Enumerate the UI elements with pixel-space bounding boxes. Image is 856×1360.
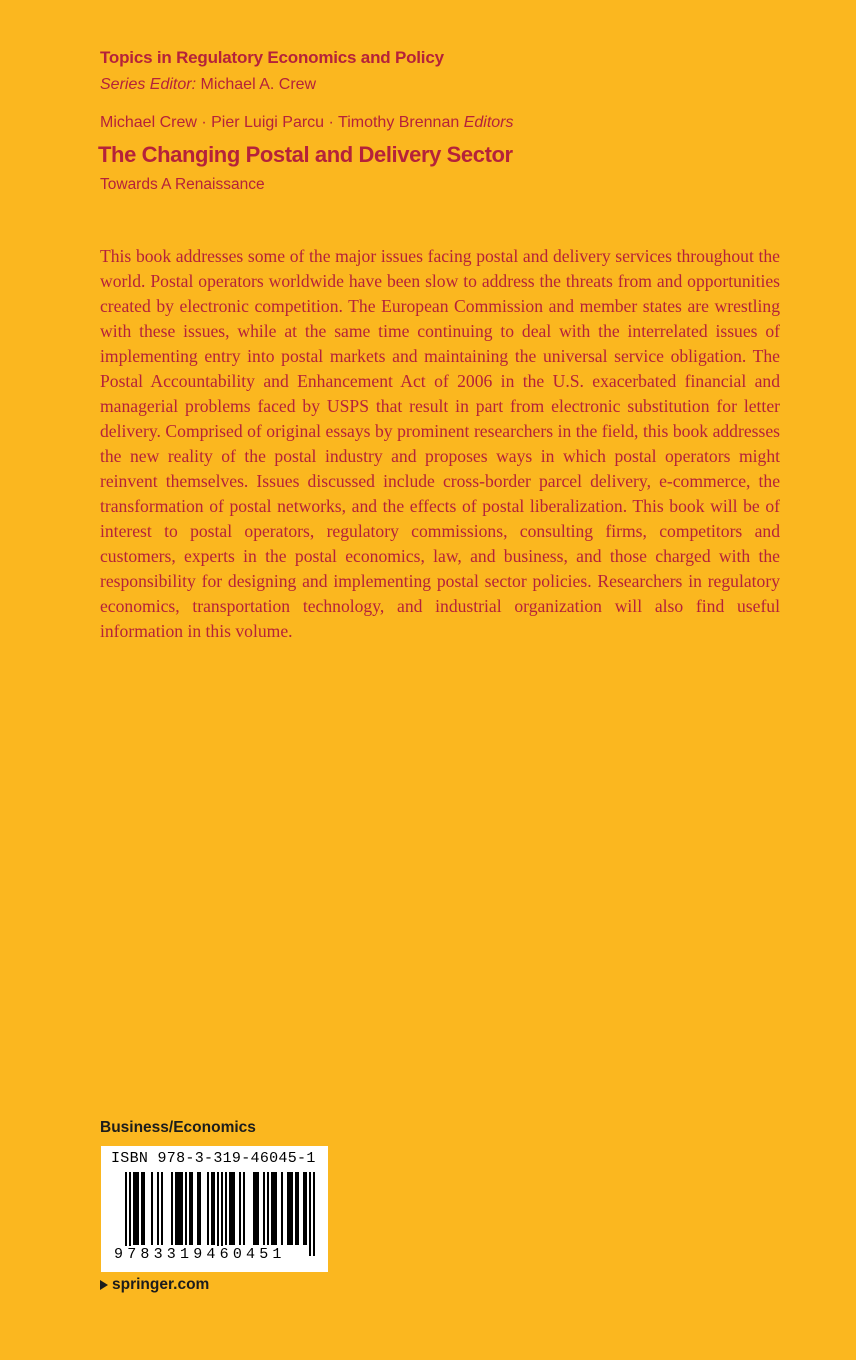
- barcode-bar: [207, 1172, 209, 1245]
- isbn-barcode: [101, 1146, 328, 1272]
- barcode-bar: [199, 1172, 201, 1245]
- barcode-bar: [185, 1172, 187, 1245]
- book-title: The Changing Postal and Delivery Sector: [98, 142, 513, 167]
- editors-names: Michael Crew · Pier Luigi Parcu · Timothy Brennan: [100, 114, 460, 131]
- book-subtitle: Towards A Renaissance: [100, 176, 265, 193]
- series-editor: [100, 76, 316, 94]
- barcode-guard-bar: [125, 1172, 127, 1256]
- isbn-label: ISBN 978-3-319-46045-1: [111, 1150, 316, 1167]
- barcode-bar: [263, 1172, 265, 1245]
- barcode-bar: [281, 1172, 283, 1245]
- editors-role: Editors: [463, 114, 514, 131]
- barcode-guard-bar: [129, 1172, 131, 1256]
- barcode-bar: [225, 1172, 227, 1245]
- barcode-bar: [291, 1172, 293, 1245]
- barcode-bar: [229, 1172, 231, 1245]
- barcode-bar: [133, 1172, 135, 1245]
- barcode-bar: [179, 1172, 181, 1245]
- barcode-bar: [213, 1172, 215, 1245]
- subject-category: Business/Economics: [100, 1119, 256, 1136]
- barcode-bar: [233, 1172, 235, 1245]
- barcode-bar: [289, 1172, 291, 1245]
- barcode-bar: [197, 1172, 199, 1245]
- barcode-bar: [137, 1172, 139, 1245]
- barcode-bar: [273, 1172, 275, 1245]
- barcode-bar: [297, 1172, 299, 1245]
- barcode-bar: [271, 1172, 273, 1245]
- barcode-bar: [253, 1172, 255, 1245]
- barcode-bar: [275, 1172, 277, 1245]
- barcode-bar: [175, 1172, 177, 1245]
- barcode-bar: [135, 1172, 137, 1245]
- book-description: This book addresses some of the major issues facing postal and delivery services throughout the world. Postal operators worldwide have been slow to address the threats from and opportunities created by electronic competition. The European Commission and member states are wrestling with these issues, while at the same time continuing to deal with the interrelated issues of implementing entry into postal markets and maintaining the universal service obligation. The Postal Accountability and Enhancement Act of 2006 in the U.S. exacerbated financial and managerial problems faced by USPS that result in part from electronic substitution for letter delivery. Comprised of original essays by prominent researchers in the field, this book addresses the new reality of the postal industry and proposes ways in which postal operators might reinvent themselves. Issues discussed include cross-border parcel delivery, e-commerce, the transformation of postal networks, and the effects of postal liberalization. This book will be of interest to postal operators, regulatory commissions, consulting firms, competitors and customers, experts in the postal economics, law, and business, and those charged with the responsibility for designing and implementing postal sector policies. Researchers in regulatory economics, transportation technology, and industrial organization will also find useful information in this volume.: [100, 246, 780, 641]
- barcode-bar: [161, 1172, 163, 1245]
- barcode-bar: [287, 1172, 289, 1245]
- barcode-bar: [177, 1172, 179, 1245]
- barcode-bar: [239, 1172, 241, 1245]
- barcode-bar: [255, 1172, 257, 1245]
- barcode-guard-bar: [217, 1172, 219, 1256]
- ean-digits: 9783319460451: [114, 1246, 286, 1263]
- barcode-bar: [303, 1172, 305, 1245]
- barcode-bar: [243, 1172, 245, 1245]
- barcode-bar: [295, 1172, 297, 1245]
- barcode-bar: [181, 1172, 183, 1245]
- barcode-bar: [171, 1172, 173, 1245]
- barcode-bar: [305, 1172, 307, 1245]
- barcode-bar: [141, 1172, 143, 1245]
- barcode-bar: [157, 1172, 159, 1245]
- barcode-bar: [189, 1172, 191, 1245]
- series-title: Topics in Regulatory Economics and Policy: [100, 48, 444, 67]
- series-editor-name: Michael A. Crew: [200, 76, 317, 93]
- barcode-bar: [257, 1172, 259, 1245]
- barcode-bar: [231, 1172, 233, 1245]
- barcode-bar: [143, 1172, 145, 1245]
- barcode-bar: [267, 1172, 269, 1245]
- barcode-bar: [191, 1172, 193, 1245]
- triangle-right-icon: [100, 1280, 108, 1290]
- barcode-bar: [151, 1172, 153, 1245]
- publisher-link[interactable]: [100, 1276, 209, 1294]
- barcode-guard-bar: [221, 1172, 223, 1256]
- barcode-guard-bar: [313, 1172, 315, 1256]
- barcode-guard-bar: [309, 1172, 311, 1256]
- barcode-bar: [211, 1172, 213, 1245]
- book-editors: [100, 114, 514, 132]
- series-editor-label: Series Editor:: [100, 76, 197, 93]
- publisher-url: springer.com: [112, 1276, 210, 1293]
